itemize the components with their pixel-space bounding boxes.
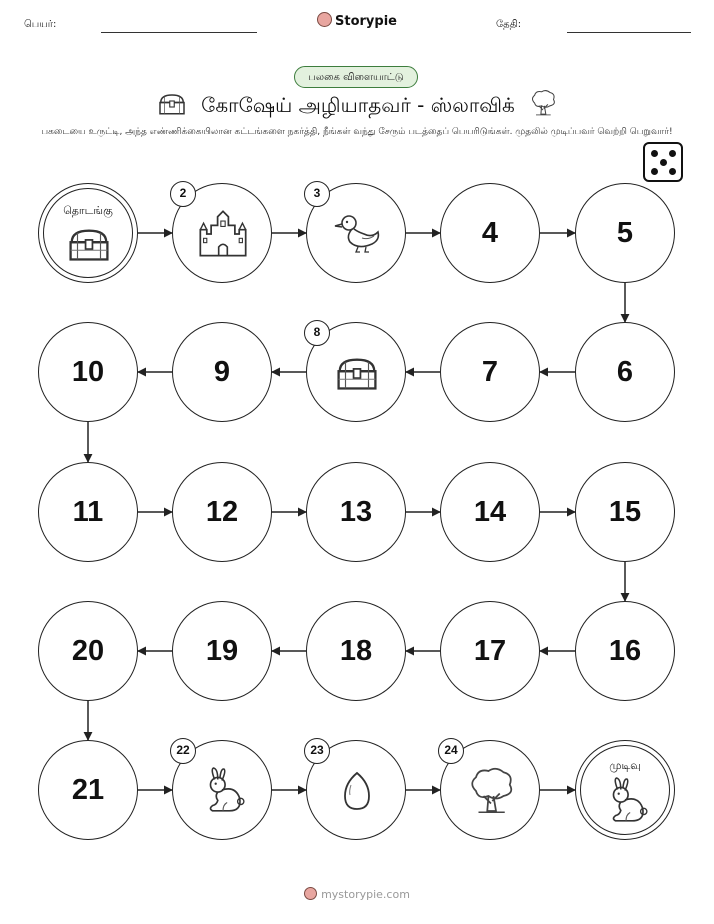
rabbit-icon — [603, 777, 649, 825]
space-number-badge: 22 — [170, 738, 196, 764]
space-number: 9 — [213, 355, 231, 388]
board-space-18[interactable] — [306, 601, 406, 701]
space-number: 5 — [616, 216, 634, 249]
space-number: 11 — [72, 495, 104, 528]
space-number-badge: 2 — [170, 181, 196, 207]
board-space-24[interactable] — [440, 740, 540, 840]
board-space-12[interactable] — [172, 462, 272, 562]
duck-icon — [332, 214, 382, 254]
egg-icon — [342, 771, 372, 811]
board-space-21[interactable] — [38, 740, 138, 840]
board-space-17[interactable] — [440, 601, 540, 701]
space-number: 14 — [473, 495, 507, 528]
board-space-22[interactable] — [172, 740, 272, 840]
space-number-badge: 3 — [304, 181, 330, 207]
board-space-3[interactable] — [306, 183, 406, 283]
finish-label: முடிவு — [609, 759, 641, 772]
board-space-4[interactable] — [440, 183, 540, 283]
board-space-11[interactable] — [38, 462, 138, 562]
finish-space[interactable] — [575, 740, 675, 840]
board-space-14[interactable] — [440, 462, 540, 562]
board-space-5[interactable] — [575, 183, 675, 283]
brand-text: Storypie — [335, 14, 397, 29]
space-number: 21 — [71, 773, 105, 806]
board-space-16[interactable] — [575, 601, 675, 701]
space-number: 12 — [205, 495, 239, 528]
space-number: 19 — [205, 634, 239, 667]
space-number: 4 — [481, 216, 499, 249]
board-space-19[interactable] — [172, 601, 272, 701]
space-number-badge: 23 — [304, 738, 330, 764]
tree-icon — [466, 766, 516, 816]
castle-icon — [196, 210, 250, 258]
board-space-7[interactable] — [440, 322, 540, 422]
board-space-20[interactable] — [38, 601, 138, 701]
board-space-10[interactable] — [38, 322, 138, 422]
board-space-9[interactable] — [172, 322, 272, 422]
start-label: தொடங்கு — [63, 204, 113, 217]
treasure-chest-icon — [66, 226, 112, 263]
board-space-13[interactable] — [306, 462, 406, 562]
footer — [0, 887, 714, 901]
treasure-chest-icon — [334, 355, 380, 392]
start-space[interactable] — [38, 183, 138, 283]
board-space-6[interactable] — [575, 322, 675, 422]
date-label: தேதி: — [496, 19, 522, 30]
space-number: 20 — [71, 634, 105, 667]
space-number: 18 — [339, 634, 373, 667]
board-space-8[interactable] — [306, 322, 406, 422]
board-space-23[interactable] — [306, 740, 406, 840]
space-number-badge: 8 — [304, 320, 330, 346]
space-number: 17 — [473, 634, 507, 667]
space-number: 16 — [608, 634, 642, 667]
category-badge: பலகை விளையாட்டு — [294, 66, 418, 88]
name-label: பெயர்: — [24, 19, 57, 30]
space-number: 15 — [608, 495, 642, 528]
board-space-15[interactable] — [575, 462, 675, 562]
space-number-badge: 24 — [438, 738, 464, 764]
title-text: கோஷேய் அழியாதவர் - ஸ்லாவிக் — [201, 93, 515, 117]
space-number: 10 — [71, 355, 105, 388]
board-space-2[interactable] — [172, 183, 272, 283]
space-number: 7 — [481, 355, 499, 388]
storypie-mascot-icon — [304, 887, 317, 900]
instructions: பகடையை உருட்டி, அந்த எண்ணிக்கையிலான கட்டங்களை நகர்த்தி, நீங்கள் வந்து சேரும் படத்தைப் பெயரிடுங்கள். முதலில் முடிப்பவர் வெற்றி பெறுவார்! — [41, 127, 673, 137]
space-number: 13 — [339, 495, 373, 528]
footer-url[interactable]: mystorypie.com — [321, 888, 410, 901]
space-number: 6 — [616, 355, 634, 388]
rabbit-icon — [200, 767, 246, 815]
